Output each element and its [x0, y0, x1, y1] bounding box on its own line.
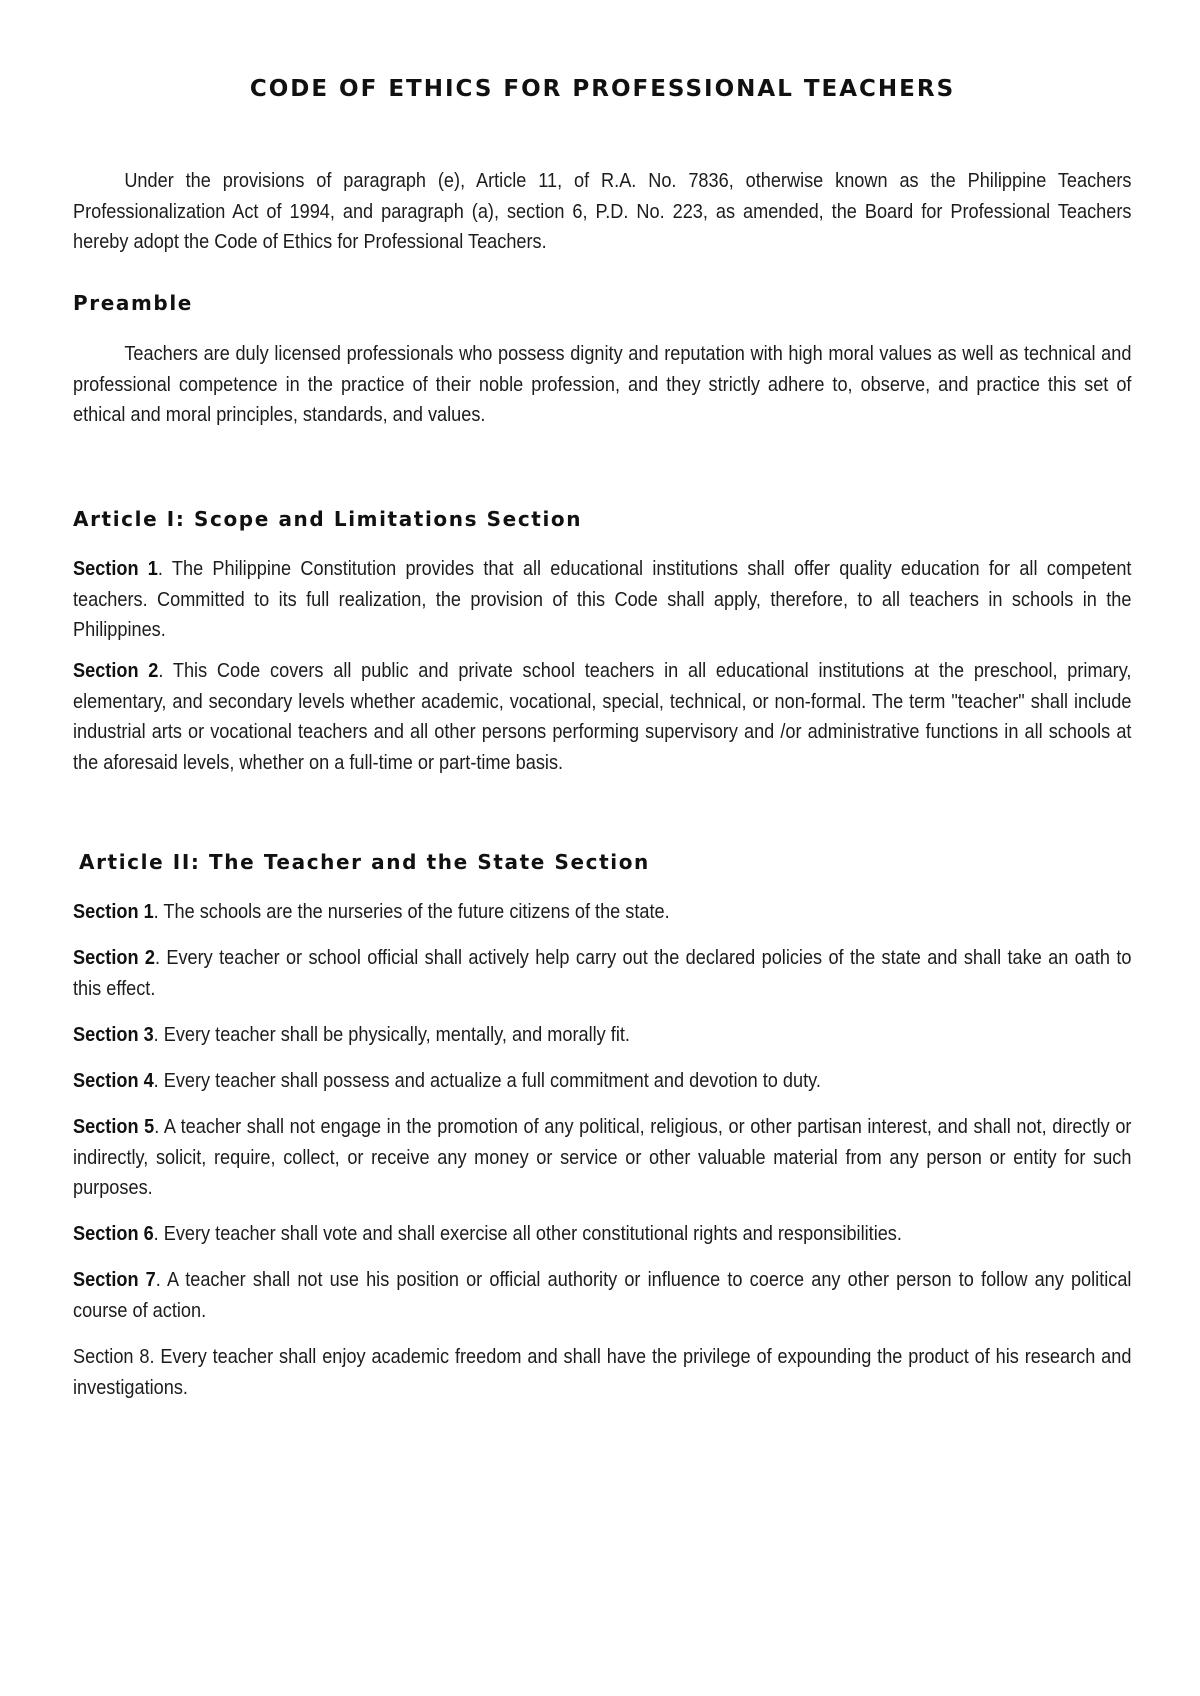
article1-section2-block [73, 656, 1132, 778]
article1-heading: Article I: Scope and Limitations Section [73, 507, 583, 531]
section-label: Section 7 [73, 1268, 156, 1291]
section-label: Section 3 [73, 1023, 154, 1046]
article2-section8: Section 8. Every teacher shall enjoy academic freedom and shall have the privilege of expounding the product of his research and investigations. [73, 1345, 1132, 1399]
article2-section1-block [73, 897, 1132, 928]
article1-heading-block [73, 507, 1132, 531]
article1-section1-block [73, 554, 1132, 646]
article2-section3-block [73, 1020, 1132, 1051]
section-label: Section 1 [73, 557, 158, 580]
article1-section2 [73, 656, 1131, 778]
section-text: . This Code covers all public and private school teachers in all educational institutions at the preschool, primary, elementary, and secondary levels whether academic, vocational, special, technical, or non-formal. The term "teacher" shall include industrial arts or vocational teachers and all other persons performing supervisory and /or administrative functions in all schools at the aforesaid levels, whether on a full-time or part-time basis. [73, 659, 1132, 774]
section-text: . The Philippine Constitution provides that all educational institutions shall offer quality education for all competent teachers. Committed to its full realization, the provision of this Code shall apply, therefore, to all teachers in schools in the Philippines. [73, 557, 1132, 641]
section-text: . A teacher shall not engage in the promotion of any political, religious, or other partisan interest, and shall not, directly or indirectly, solicit, require, collect, or receive any money or service or other valuable material from any person or entity for such purposes. [73, 1115, 1132, 1199]
article2-heading: Article II: The Teacher and the State Section [79, 850, 650, 874]
section-label: Section 4 [73, 1069, 154, 1092]
section-label: Section 2 [73, 946, 155, 969]
section-label: Section 2 [73, 659, 159, 682]
preamble-block [73, 339, 1132, 431]
document-title: CODE OF ETHICS FOR PROFESSIONAL TEACHERS [249, 76, 956, 102]
section-label: Section 1 [73, 900, 154, 923]
preamble-paragraph: Teachers are duly licensed professionals who possess dignity and reputation with high moral values as well as technical and professional competence in the practice of their noble profession, and they strictly adhere to, observe, and practice this set of ethical and moral principles, standards, and values. [73, 342, 1132, 426]
section-text: . The schools are the nurseries of the future citizens of the state. [153, 900, 670, 923]
article2-section2 [73, 943, 1131, 1004]
article2-section7-block [73, 1265, 1132, 1326]
preamble-heading-block [73, 291, 1132, 315]
article2-section7 [73, 1265, 1131, 1326]
article2-section4 [73, 1066, 1131, 1097]
intro-block [73, 166, 1132, 258]
section-label: Section 5 [73, 1115, 155, 1138]
section-text: . Every teacher or school official shall actively help carry out the declared policies of the state and shall take an oath to this effect. [73, 946, 1132, 1000]
article2-section1 [73, 897, 1131, 928]
article2-section5-block [73, 1112, 1132, 1204]
article2-section3 [73, 1020, 1131, 1051]
article2-section5 [73, 1112, 1131, 1204]
section-text: . Every teacher shall vote and shall exercise all other constitutional rights and responsibilities. [153, 1222, 902, 1245]
article2-section6-block [73, 1219, 1132, 1250]
section-text: . A teacher shall not use his position or official authority or influence to coerce any other person to follow any political course of action. [73, 1268, 1132, 1322]
article2-section4-block [73, 1066, 1132, 1097]
article2-section2-block [73, 943, 1132, 1004]
section-text: . Every teacher shall possess and actualize a full commitment and devotion to duty. [153, 1069, 821, 1092]
article2-heading-block [79, 850, 1138, 874]
article1-section1 [73, 554, 1131, 646]
article2-section8-block [73, 1342, 1132, 1403]
preamble-heading: Preamble [73, 291, 193, 315]
section-text: . Every teacher shall be physically, mentally, and morally fit. [153, 1023, 630, 1046]
intro-paragraph: Under the provisions of paragraph (e), Article 11, of R.A. No. 7836, otherwise known as the Philippine Teachers Professionalization Act of 1994, and paragraph (a), section 6, P.D. No. 223, as amended, the Board for Professional Teachers hereby adopt the Code of Ethics for Professional Teachers. [73, 169, 1132, 253]
article2-section6 [73, 1219, 1131, 1250]
section-label: Section 6 [73, 1222, 154, 1245]
